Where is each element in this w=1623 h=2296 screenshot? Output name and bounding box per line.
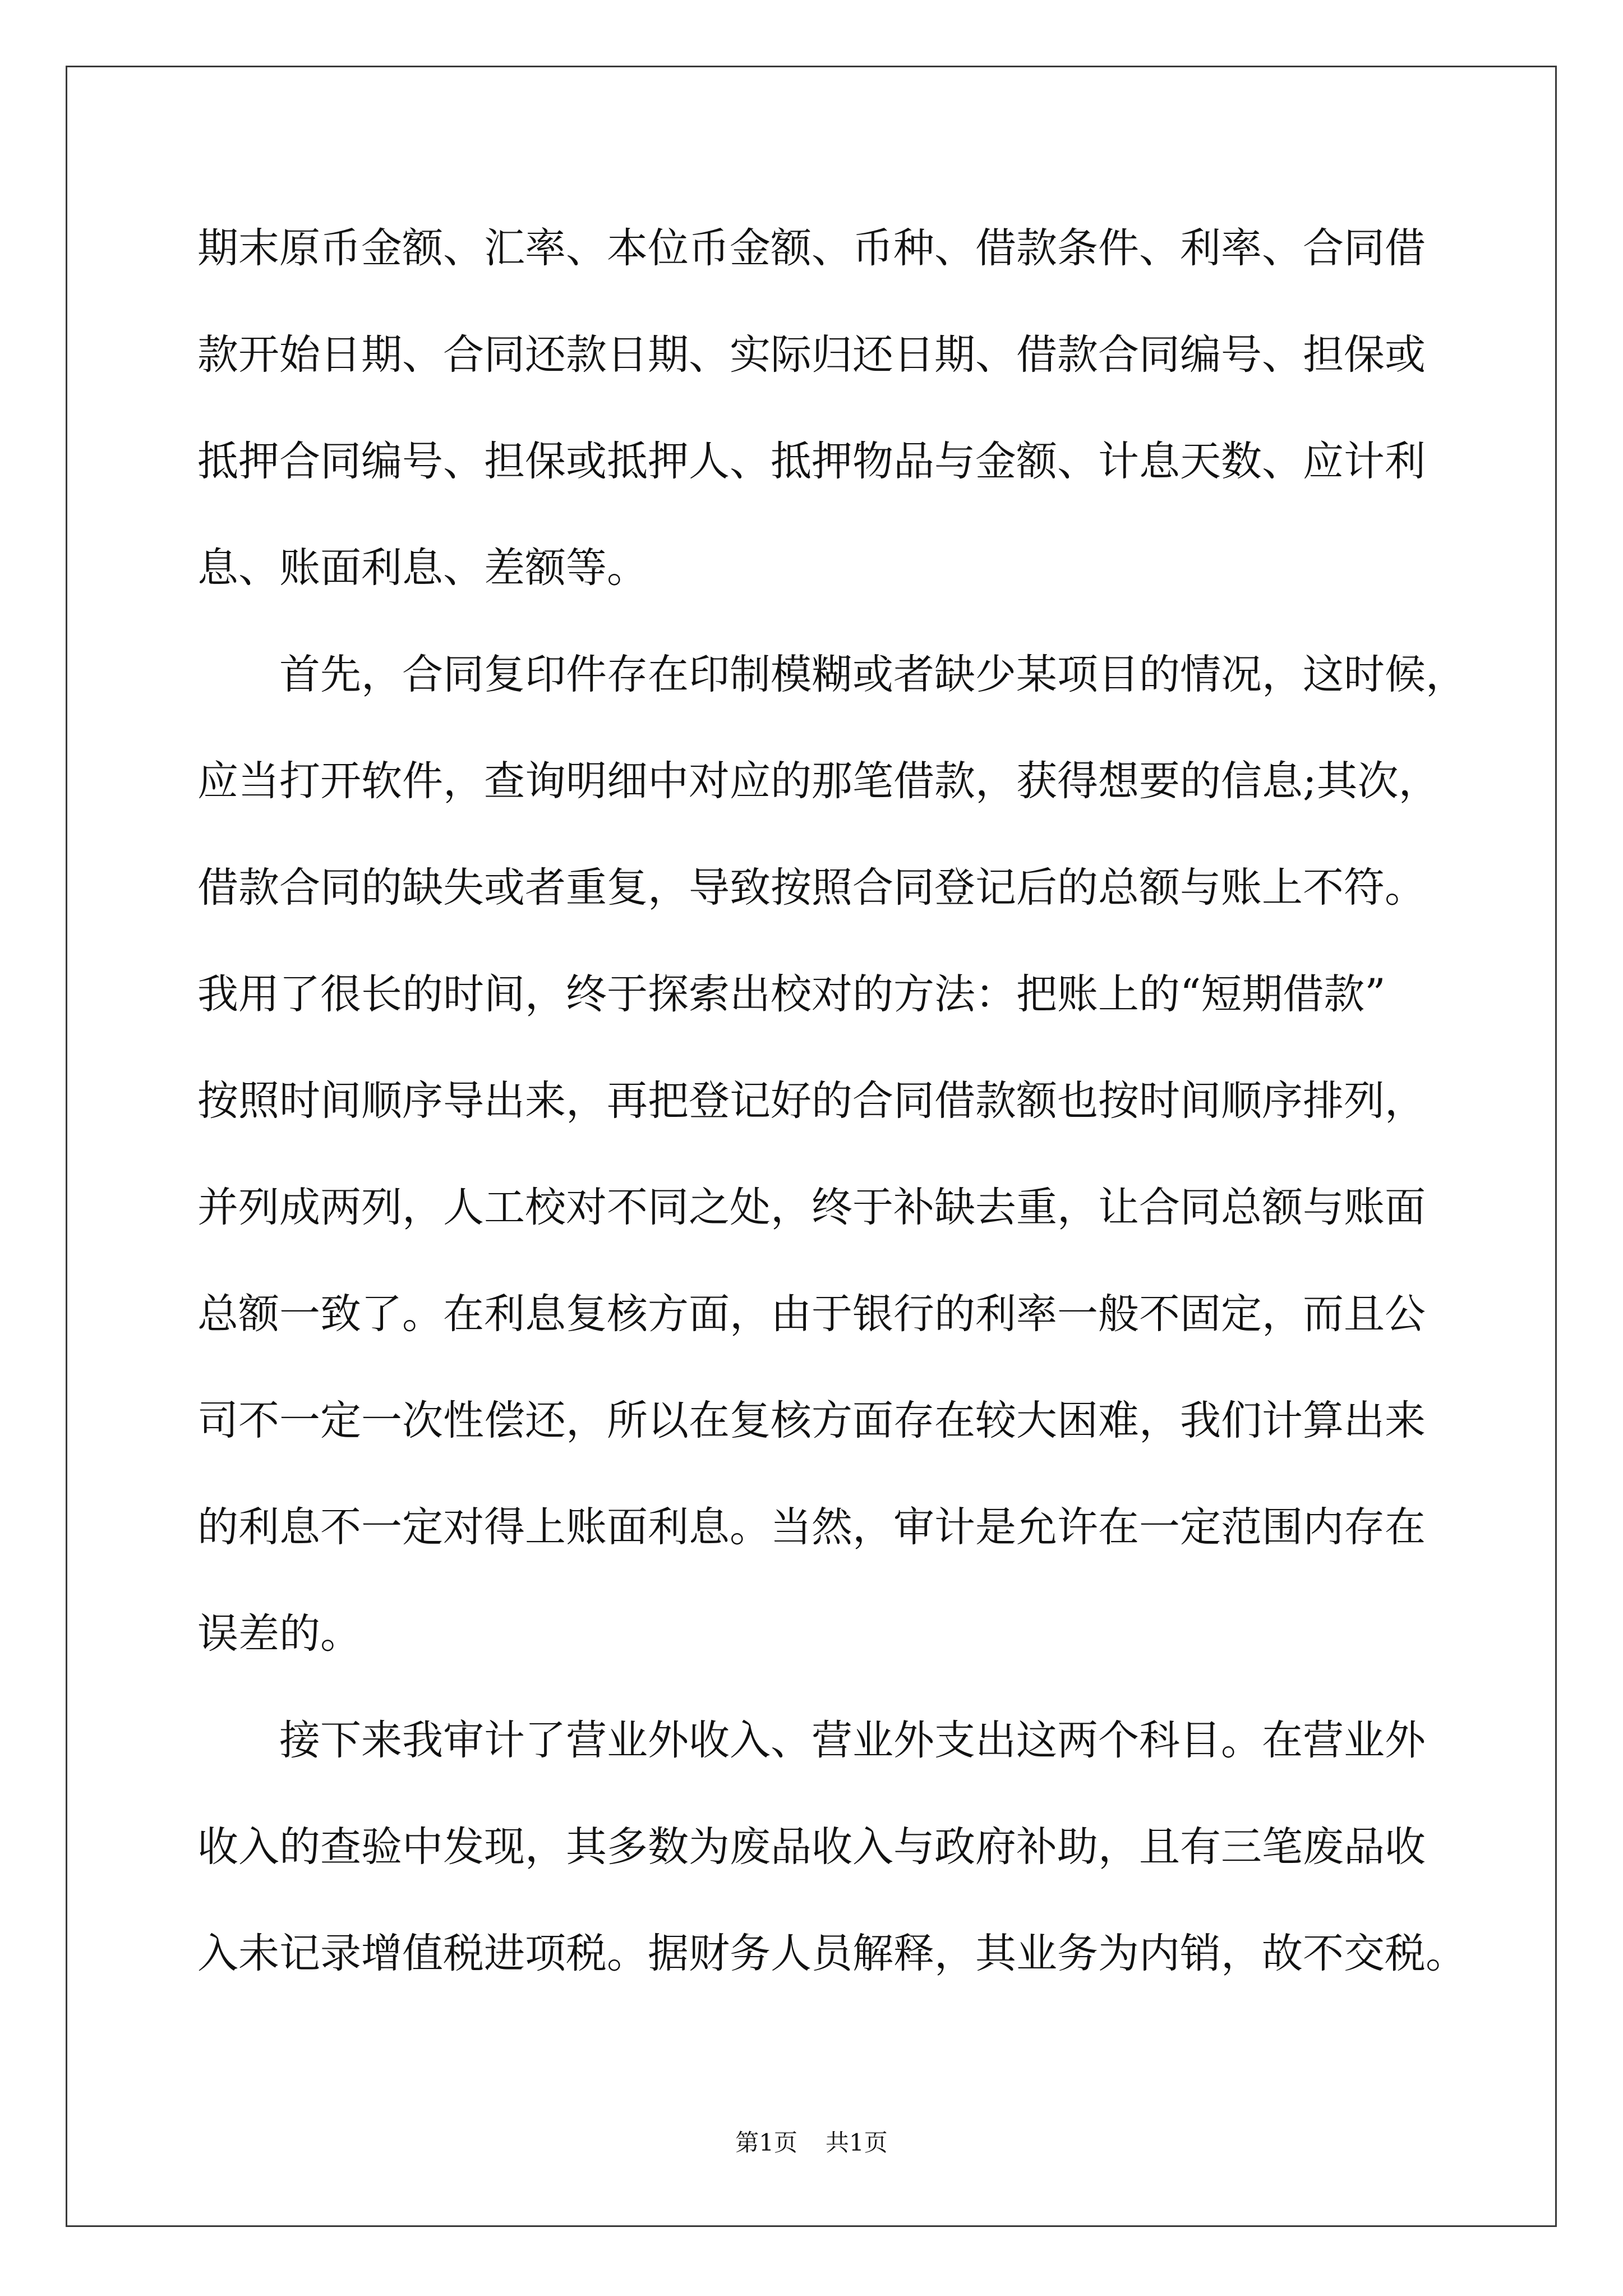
document-body — [197, 195, 1487, 2007]
text-line: 息、账面利息、差额等。 — [197, 544, 648, 592]
paragraph — [197, 195, 1487, 622]
text-line: 总额一致了。在利息复核方面，由于银行的利率一般不固定，而且公 — [197, 1290, 1426, 1338]
text-line: 应当打开软件，查询明细中对应的那笔借款，获得想要的信息;其次， — [197, 757, 1440, 805]
paragraph — [197, 622, 1487, 1687]
text-line: 误差的。 — [197, 1610, 361, 1658]
page-number: 第1页 — [735, 2129, 797, 2156]
text-line: 按照时间顺序导出来，再把登记好的合同借款额也按时间顺序排列， — [197, 1077, 1426, 1125]
text-line: 的利息不一定对得上账面利息。当然，审计是允许在一定范围内存在 — [197, 1503, 1426, 1551]
page-footer — [0, 2126, 1623, 2160]
text-line: 我用了很长的时间，终于探索出校对的方法：把账上的“短期借款” — [197, 970, 1386, 1018]
text-line: 并列成两列，人工校对不同之处，终于补缺去重，让合同总额与账面 — [197, 1184, 1426, 1231]
text-line: 接下来我审计了营业外收入、营业外支出这两个科目。在营业外 — [279, 1717, 1426, 1764]
paragraph — [197, 1687, 1487, 2007]
page-total: 共1页 — [826, 2129, 888, 2156]
text-line: 司不一定一次性偿还，所以在复核方面存在较大困难，我们计算出来 — [197, 1397, 1426, 1444]
text-line: 借款合同的缺失或者重复，导致按照合同登记后的总额与账上不符。 — [197, 864, 1426, 912]
text-line: 抵押合同编号、担保或抵押人、抵押物品与金额、计息天数、应计利 — [197, 438, 1426, 485]
text-line: 入未记录增值税进项税。据财务人员解释，其业务为内销，故不交税。 — [197, 1930, 1467, 1977]
text-line: 首先，合同复印件存在印制模糊或者缺少某项目的情况，这时候， — [279, 651, 1467, 698]
text-line: 期末原币金额、汇率、本位币金额、币种、借款条件、利率、合同借 — [197, 224, 1426, 272]
text-line: 款开始日期、合同还款日期、实际归还日期、借款合同编号、担保或 — [197, 331, 1426, 379]
text-line: 收入的查验中发现，其多数为废品收入与政府补助，且有三笔废品收 — [197, 1823, 1426, 1871]
